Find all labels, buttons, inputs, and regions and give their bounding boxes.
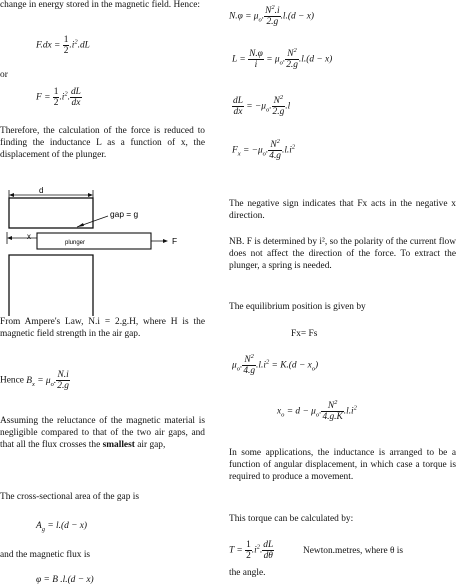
equation-equilibrium: $\mu_o$. $\frac{N^2}{4.g}$ $.l.i^2 = K.(d - x_o)$ <box>232 352 319 376</box>
x-arrow-left <box>7 236 12 240</box>
applications-paragraph: In some applications, the inductance is arranged to be a function of angular displacement, in which case a torque is required to produce a movement. <box>229 448 456 483</box>
newton-metres-text: Newton.metres, where θ is <box>303 546 404 556</box>
negative-sign-paragraph: The negative sign indicates that Fx acts in the negative x direction. <box>229 199 456 222</box>
equation-flux: φ = B .l.(d − x) <box>36 575 94 585</box>
force-label: F <box>172 236 178 246</box>
equation-inductance: L = $\frac{N.\varphi}{i}$ = $\mu_o$. $\frac{N^2}{2.g}$ .l.(d − x) <box>232 46 333 70</box>
fx-equals-fs: Fx= Fs <box>291 329 318 339</box>
x-label: x <box>27 232 31 241</box>
equation-force-derivative: F = $\frac{1}{2}$ $.i^2$. $\frac{dL}{dx}$ <box>36 87 81 108</box>
equation-dl-dx: $\frac{dL}{dx}$ = $-\mu_o$. $\frac{N^2}{2.g}$ .l <box>233 93 291 117</box>
equation-force-x: $F_x = -\mu_o$. $\frac{N^2}{4.g}$ $.l.i^2$ <box>232 137 296 161</box>
gap-arrow <box>77 223 84 227</box>
equilibrium-text: The equilibrium position is given by <box>229 302 366 312</box>
or-text: or <box>0 70 8 80</box>
magnetic-flux-text: and the magnetic flux is <box>0 550 91 560</box>
the-angle-text: the angle. <box>229 568 266 578</box>
force-arrow-head <box>163 239 168 243</box>
assuming-bold: smallest <box>102 440 135 451</box>
upper-core <box>9 198 93 228</box>
intro-paragraph: change in energy stored in the magnetic field. Hence: <box>0 0 201 10</box>
d-label: d <box>39 186 44 195</box>
gap-label: gap = g <box>110 209 139 219</box>
plunger <box>37 233 151 249</box>
d-arrow-left <box>9 193 14 197</box>
equation-torque: T = $\frac{1}{2}$ $.i^2$. $\frac{dL}{d\theta}$ <box>229 540 274 561</box>
equation-linkage: $N.\varphi = \mu_o$. $\frac{N^2.i}{2.g}$ .l.(d − x) <box>229 3 314 27</box>
assuming-text-b: air gap, <box>134 440 166 451</box>
equation-area: $A_g = l.(d - x)$ <box>36 521 88 533</box>
cross-section-text: The cross-sectional area of the gap is <box>0 492 140 502</box>
torque-calc-text: This torque can be calculated by: <box>229 514 354 524</box>
equation-b-field: Hence $B_x = \mu_o$. $\frac{N.i}{2.g}$ <box>0 370 69 391</box>
therefore-paragraph: Therefore, the calculation of the force is reduced to finding the inductance L as a function of x, the displacement of the plunger. <box>0 126 205 161</box>
hence-text: Hence <box>0 375 24 386</box>
d-arrow-right <box>88 193 93 197</box>
ampere-paragraph: From Ampere's Law, N.i = 2.g.H, where H is the magnetic field strength in the air gap. <box>0 317 205 340</box>
equation-position: $x_o = d - \mu_o$. $\frac{N^2}{4.g.K}$ $.l.i^2$ <box>277 398 357 422</box>
plunger-diagram <box>0 186 205 316</box>
lower-core <box>9 255 93 316</box>
assuming-paragraph <box>0 415 205 452</box>
equation-energy-force: F.dx = $\frac{1}{2}$ $.i^2.dL$ <box>36 35 90 56</box>
plunger-label: plunger <box>65 240 86 246</box>
nb-paragraph: NB. F is determined by i², so the polarity of the current flow does not affect the direction of the force. To extract the plunger, a spring is needed. <box>229 237 456 272</box>
assuming-text-a: Assuming the reluctance of the magnetic material is negligible compared to that of the two air gaps, and that all the flux crosses the <box>0 416 205 451</box>
